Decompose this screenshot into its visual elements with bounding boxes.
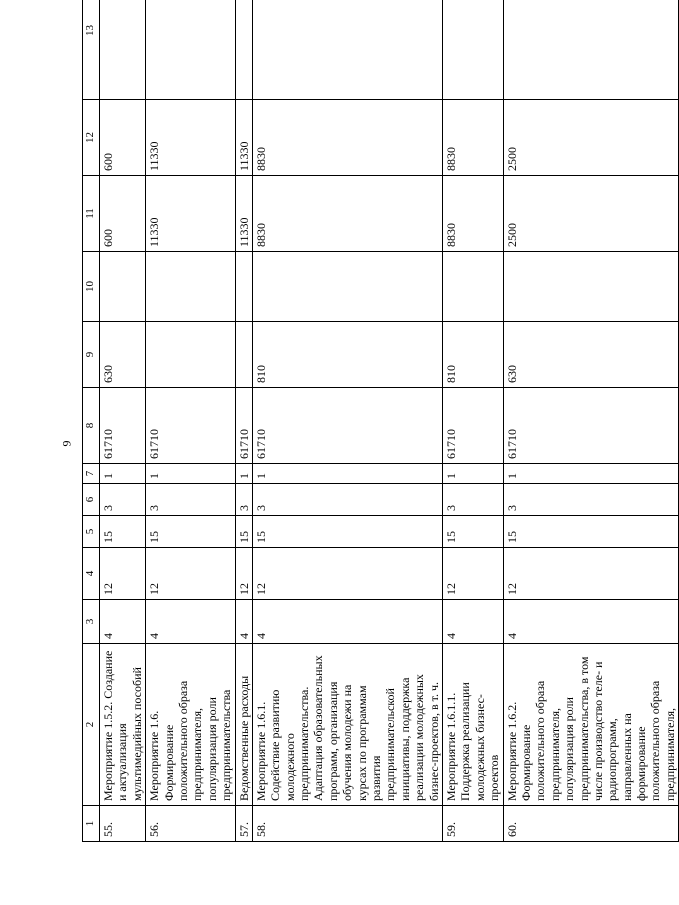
header-cell: 10 [83,252,100,322]
cell-col13 [442,0,503,100]
table-row [146,0,235,842]
cell-col10 [503,252,679,322]
cell-col4: 12 [146,548,235,600]
cell-col12: 8830 [442,100,503,176]
cell-col10 [100,252,146,322]
cell-col11: 8830 [442,176,503,252]
cell-col8: 61710 [442,388,503,464]
cell-col3: 4 [442,600,503,644]
cell-col3: 4 [503,600,679,644]
table-row [235,0,252,842]
cell-col10 [252,252,442,322]
cell-col7: 1 [252,464,442,484]
cell-col5: 15 [252,516,442,548]
cell-col12: 11330 [146,100,235,176]
cell-col5: 15 [146,516,235,548]
header-cell: 3 [83,600,100,644]
cell-col11: 11330 [146,176,235,252]
header-cell: 12 [83,100,100,176]
cell-col7: 1 [146,464,235,484]
header-cell: 8 [83,388,100,464]
cell-col5: 15 [442,516,503,548]
cell-col12: 11330 [235,100,252,176]
cell-col9 [235,322,252,388]
cell-col5: 15 [100,516,146,548]
header-cell: 13 [83,0,100,100]
cell-col6: 3 [235,484,252,516]
row-number: 60. [503,806,679,842]
row-name: Ведомственные расходы [235,644,252,806]
cell-col6: 3 [503,484,679,516]
cell-col11: 600 [100,176,146,252]
cell-col4: 12 [252,548,442,600]
cell-col4: 12 [503,548,679,600]
cell-col3: 4 [252,600,442,644]
header-cell: 4 [83,548,100,600]
cell-col10 [146,252,235,322]
row-name: Мероприятие 1.6. Формирование положительного образа предпринимателя, популяризация роли предпринимательства [146,644,235,806]
header-cell: 5 [83,516,100,548]
header-cell: 1 [83,806,100,842]
cell-col9: 810 [252,322,442,388]
cell-col3: 4 [100,600,146,644]
table-row [100,0,146,842]
cell-col12: 600 [100,100,146,176]
row-number: 56. [146,806,235,842]
cell-col4: 12 [442,548,503,600]
header-cell: 7 [83,464,100,484]
cell-col9: 810 [442,322,503,388]
page-number: 9 [59,440,74,447]
cell-col8: 61710 [235,388,252,464]
cell-col8: 61710 [503,388,679,464]
cell-col11: 8830 [252,176,442,252]
row-name: Мероприятие 1.6.1.1. Поддержка реализации молодежных бизнес-проектов [442,644,503,806]
cell-col10 [235,252,252,322]
cell-col6: 3 [252,484,442,516]
cell-col8: 61710 [100,388,146,464]
cell-col7: 1 [235,464,252,484]
cell-col13 [252,0,442,100]
cell-col8: 61710 [252,388,442,464]
row-name: Мероприятие 1.6.2. Формирование положительного образа предпринимателя, популяризация роли предпринимательства, в том числе производство теле- и радиопрограмм, направленных на формирование положительного образа предпринимателя, [503,644,679,806]
cell-col6: 3 [442,484,503,516]
cell-col5: 15 [503,516,679,548]
cell-col7: 1 [442,464,503,484]
table-row [503,0,679,842]
row-number: 57. [235,806,252,842]
header-cell: 11 [83,176,100,252]
cell-col4: 12 [100,548,146,600]
row-number: 55. [100,806,146,842]
row-number: 58. [252,806,442,842]
cell-col12: 8830 [252,100,442,176]
cell-col11: 11330 [235,176,252,252]
cell-col8: 61710 [146,388,235,464]
table-row [442,0,503,842]
rotated-table-container [82,2,677,842]
cell-col11: 2500 [503,176,679,252]
cell-col6: 3 [100,484,146,516]
row-name: Мероприятие 1.5.2. Создание и актуализация мультимедийных пособий [100,644,146,806]
cell-col13 [146,0,235,100]
row-number: 59. [442,806,503,842]
row-name: Мероприятие 1.6.1. Содействие развитию молодежного предпринимательства. Адаптация образовательных программ, организация обучения молодежи на курсах по программам развития предпринимательской инициативы, поддержка реализации молодежных бизнес-проектов, в т. ч. [252,644,442,806]
cell-col9: 630 [100,322,146,388]
budget-table [82,0,679,842]
cell-col13 [503,0,679,100]
cell-col13 [235,0,252,100]
header-row [83,0,100,842]
header-cell: 9 [83,322,100,388]
cell-col3: 4 [146,600,235,644]
header-cell: 6 [83,484,100,516]
table-row [252,0,442,842]
cell-col10 [442,252,503,322]
cell-col6: 3 [146,484,235,516]
cell-col9: 630 [503,322,679,388]
cell-col9 [146,322,235,388]
cell-col3: 4 [235,600,252,644]
header-cell: 2 [83,644,100,806]
cell-col5: 15 [235,516,252,548]
cell-col4: 12 [235,548,252,600]
cell-col13 [100,0,146,100]
cell-col12: 2500 [503,100,679,176]
cell-col7: 1 [100,464,146,484]
cell-col7: 1 [503,464,679,484]
